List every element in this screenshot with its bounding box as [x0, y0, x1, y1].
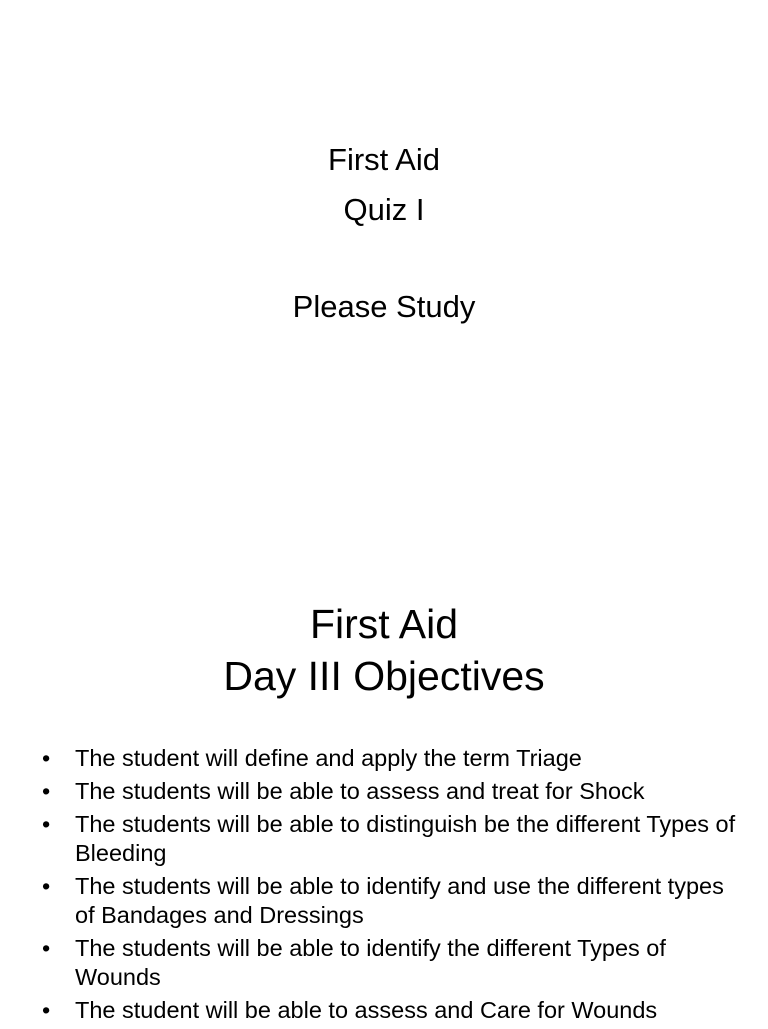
bullet-icon: •: [42, 778, 51, 804]
bullet-icon: •: [42, 745, 51, 771]
list-item: [42, 810, 742, 868]
list-item: [42, 934, 742, 992]
objectives-list: [42, 744, 742, 1029]
objective-text: The student will be able to assess and Care for Wounds: [75, 997, 658, 1023]
list-item: [42, 996, 742, 1025]
objective-text: The students will be able to assess and treat for Shock: [75, 778, 645, 804]
bullet-icon: •: [42, 873, 51, 899]
objectives-subtitle: Day III Objectives: [223, 653, 545, 699]
objectives-title: First Aid: [309, 601, 459, 647]
slide-title: First Aid: [328, 142, 440, 177]
slide-objectives: [0, 560, 768, 1024]
objective-text: The students will be able to distinguish be the different Types of Bleeding: [75, 811, 736, 866]
list-item: [42, 872, 742, 930]
bullet-icon: •: [42, 997, 51, 1023]
objective-text: The students will be able to identify and use the different types of Bandages and Dressings: [75, 873, 724, 928]
slide-note: Please Study: [292, 289, 476, 324]
objective-text: The student will define and apply the term Triage: [75, 745, 582, 771]
objective-text: The students will be able to identify the different Types of Wounds: [75, 935, 666, 990]
bullet-icon: •: [42, 811, 51, 837]
list-item: [42, 777, 742, 806]
slide-subtitle: Quiz I: [343, 192, 425, 227]
list-item: [42, 744, 742, 773]
bullet-icon: •: [42, 935, 51, 961]
